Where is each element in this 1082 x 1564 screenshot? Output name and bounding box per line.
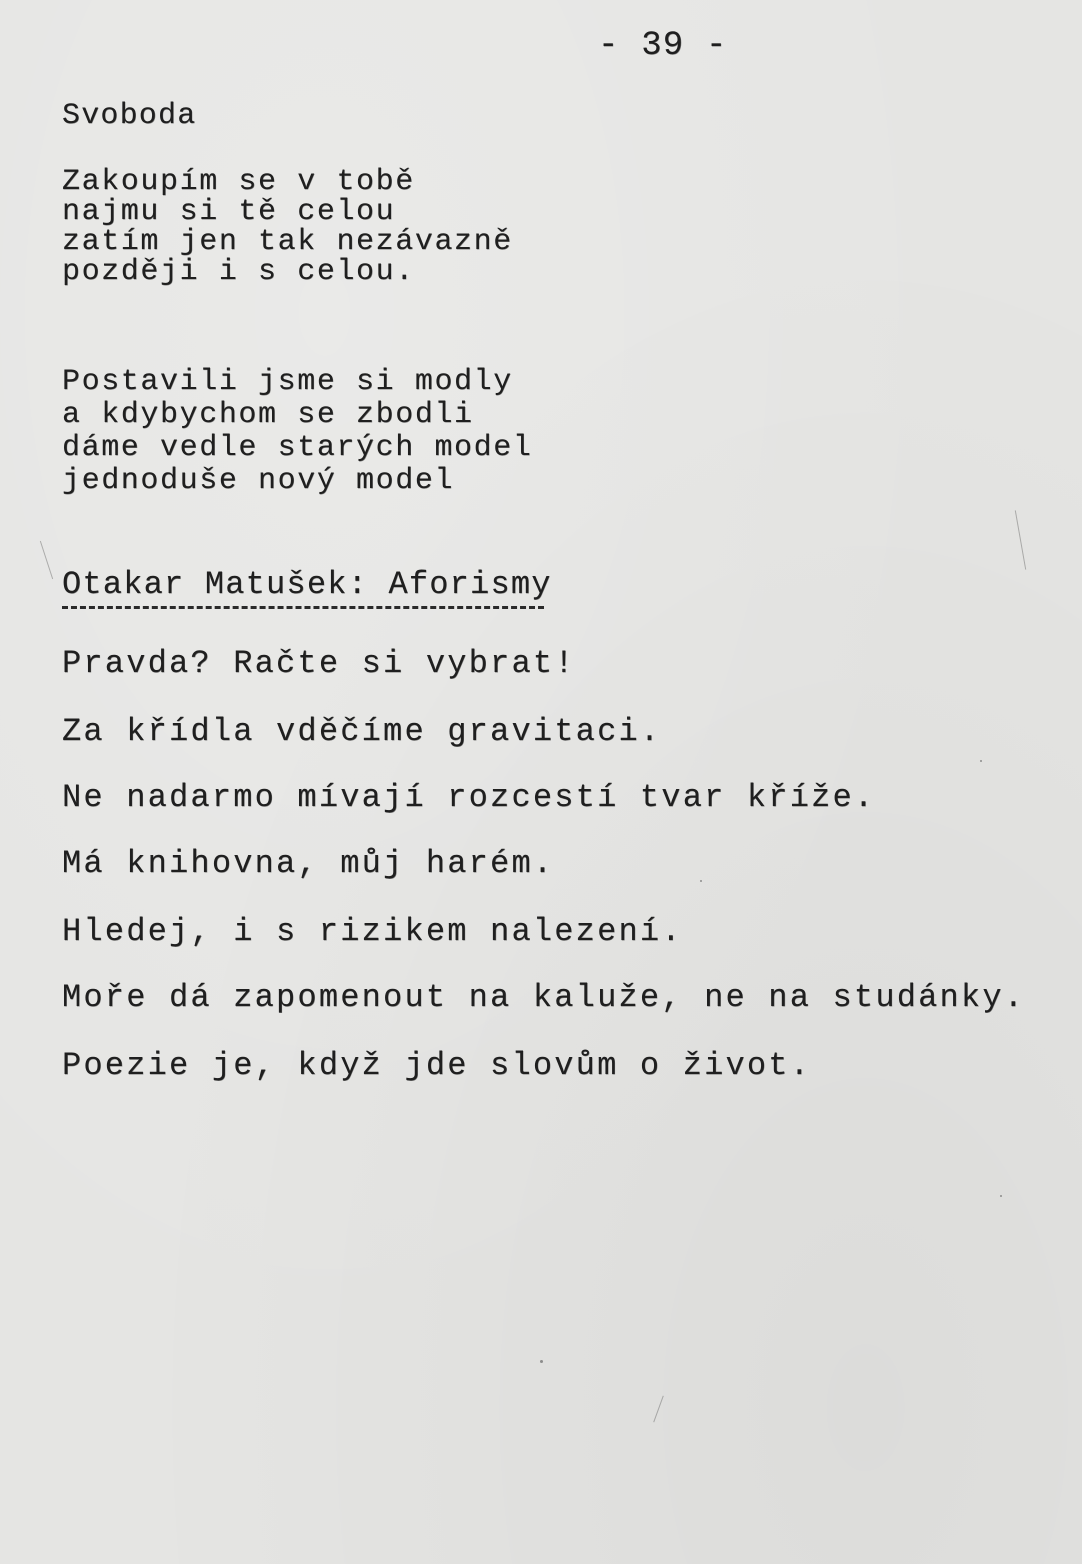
poem-line: jednoduše nový model xyxy=(62,464,455,498)
heading-underline xyxy=(62,606,544,609)
aphorism: Za křídla vděčíme gravitaci. xyxy=(62,713,662,750)
paper-speck xyxy=(540,1360,543,1363)
poem-title: Svoboda xyxy=(62,99,197,133)
aphorism: Má knihovna, můj harém. xyxy=(62,845,555,882)
paper-speck xyxy=(980,760,982,762)
poem-line: později i s celou. xyxy=(62,255,415,289)
poem-line: dáme vedle starých model xyxy=(62,431,533,465)
aphorism: Pravda? Račte si vybrat! xyxy=(62,645,576,682)
paper-scratch xyxy=(653,1396,664,1423)
paper-speck xyxy=(1000,1195,1002,1197)
page-number: - 39 - xyxy=(598,27,728,65)
paper-scratch xyxy=(40,541,53,579)
poem-line: najmu si tě celou xyxy=(62,195,396,229)
poem-line: zatím jen tak nezávazně xyxy=(62,225,513,259)
poem-line: Postavili jsme si modly xyxy=(62,365,513,399)
paper-scratch xyxy=(1015,510,1026,569)
poem-line: Zakoupím se v tobě xyxy=(62,165,415,199)
aphorism: Hledej, i s rizikem nalezení. xyxy=(62,913,683,950)
aphorism: Ne nadarmo mívají rozcestí tvar kříže. xyxy=(62,779,876,816)
poem-line: a kdybychom se zbodli xyxy=(62,398,474,432)
aphorism: Poezie je, když jde slovům o život. xyxy=(62,1047,812,1084)
section-heading: Otakar Matušek: Aforismy xyxy=(62,566,552,603)
paper-speck xyxy=(700,880,702,882)
aphorism: Moře dá zapomenout na kaluže, ne na studánky. xyxy=(62,979,1026,1016)
